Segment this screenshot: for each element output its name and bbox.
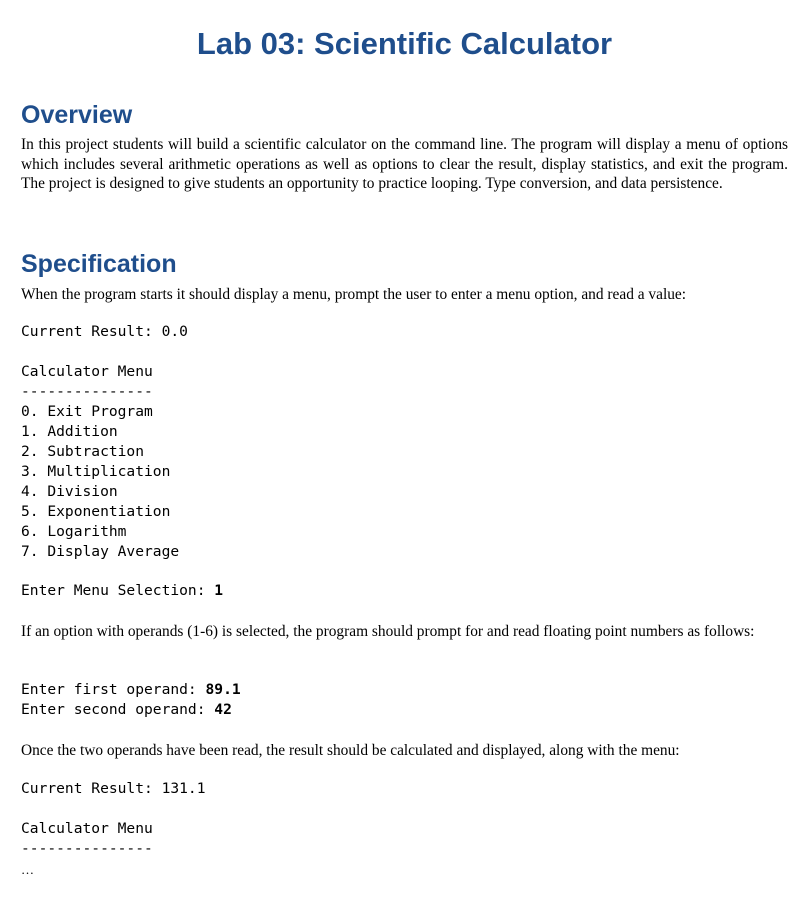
- menu-item: 3. Multiplication: [21, 463, 171, 480]
- second-operand-line: [21, 700, 232, 720]
- first-operand-prompt: Enter first operand:: [21, 681, 206, 698]
- menu-item: 2. Subtraction: [21, 443, 145, 460]
- menu-title-1: Calculator Menu: [21, 363, 153, 380]
- operands-paragraph: If an option with operands (1-6) is selected, the program should prompt for and read floating point numbers as follows:: [21, 623, 755, 640]
- menu-item: 4. Division: [21, 483, 118, 500]
- specification-heading: Specification: [21, 250, 177, 278]
- menu-item: 6. Logarithm: [21, 523, 127, 540]
- menu-item: 5. Exponentiation: [21, 503, 171, 520]
- second-operand-prompt: Enter second operand:: [21, 701, 215, 718]
- menu-item: 7. Display Average: [21, 543, 180, 560]
- menu-title-2: Calculator Menu: [21, 820, 153, 837]
- overview-heading: Overview: [21, 101, 133, 129]
- second-operand-value: 42: [214, 701, 232, 718]
- result-paragraph: Once the two operands have been read, the result should be calculated and displayed, along with the menu:: [21, 742, 680, 759]
- specification-intro: When the program starts it should display a menu, prompt the user to enter a menu option, and read a value:: [21, 286, 687, 303]
- overview-paragraph: In this project students will build a scientific calculator on the command line. The program will display a menu of options which includes several arithmetic operations as well as options to clear the result, display statistics, and exit the program. The project is designed to give students an opportunity to practice looping. Type conversion, and data persistence.: [21, 136, 788, 192]
- menu-selection-prompt: Enter Menu Selection:: [21, 582, 215, 599]
- current-result-line-2: Current Result: 131.1: [21, 780, 206, 797]
- menu-divider-2: ---------------: [21, 840, 153, 857]
- page-title: Lab 03: Scientific Calculator: [196, 26, 613, 61]
- menu-divider-1: ---------------: [21, 383, 153, 400]
- first-operand-line: [21, 680, 241, 700]
- menu-item: 1. Addition: [21, 423, 118, 440]
- menu-selection-value: 1: [214, 582, 224, 599]
- continuation-ellipsis: …: [21, 862, 34, 877]
- menu-selection-line: [21, 581, 223, 601]
- current-result-line-1: Current Result: 0.0: [21, 323, 188, 340]
- first-operand-value: 89.1: [205, 681, 241, 698]
- menu-item: 0. Exit Program: [21, 403, 153, 420]
